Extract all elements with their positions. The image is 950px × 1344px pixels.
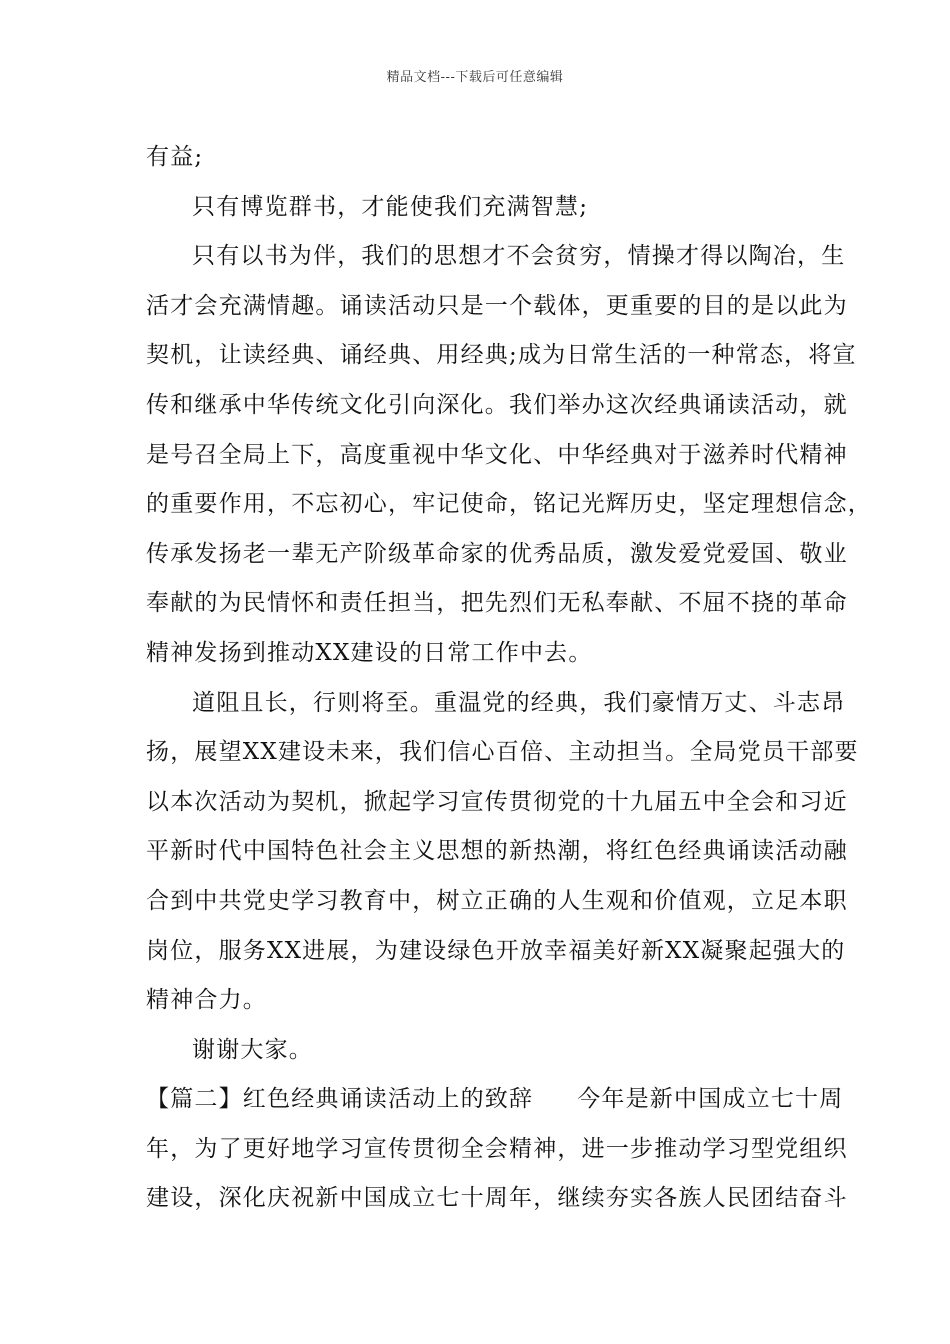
body-line: 谢谢大家。 (192, 1036, 313, 1063)
body-line: 是号召全局上下，高度重视中华文化、中华经典对于滋养时代精神 (146, 441, 848, 468)
body-line: 的重要作用，不忘初心，牢记使命，铭记光辉历史，坚定理想信念， (146, 491, 872, 518)
body-line: 精神发扬到推动XX建设的日常工作中去。 (146, 639, 593, 666)
body-line: 道阻且长，行则将至。重温党的经典，我们豪情万丈、斗志昂 (192, 689, 846, 716)
body-line: 只有以书为伴，我们的思想才不会贫穷，情操才得以陶冶，生 (192, 243, 846, 270)
body-line: 年，为了更好地学习宣传贯彻全会精神，进一步推动学习型党组织 (146, 1135, 848, 1162)
page-header: 精品文档---下载后可任意编辑 (386, 70, 564, 85)
body-line: 岗位，服务XX进展，为建设绿色开放幸福美好新XX凝聚起强大的 (146, 937, 846, 964)
document-body (146, 133, 872, 1224)
section-title-line (146, 1075, 844, 1125)
body-line: 有益; (146, 144, 204, 170)
body-line: 精神合力。 (146, 987, 267, 1014)
body-line: 合到中共党史学习教育中，树立正确的人生观和价值观，立足本职 (146, 887, 848, 914)
body-line: 奉献的为民情怀和责任担当，把先烈们无私奉献、不屈不挠的革命 (146, 590, 848, 617)
body-line: 传和继承中华传统文化引向深化。我们举办这次经典诵读活动，就 (146, 391, 848, 418)
body-line: 平新时代中国特色社会主义思想的新热潮，将红色经典诵读活动融 (146, 838, 848, 865)
body-line: 只有博览群书，才能使我们充满智慧; (192, 193, 589, 220)
body-line: 扬，展望XX建设未来，我们信心百倍、主动担当。全局党员干部要 (146, 739, 859, 766)
body-line: 活才会充满情趣。诵读活动只是一个载体，更重要的目的是以此为 (146, 292, 848, 319)
section-first-line: 今年是新中国成立七十周 (577, 1086, 844, 1113)
body-line: 契机，让读经典、诵经典、用经典;成为日常生活的一种常态，将宣 (146, 342, 857, 369)
body-line: 以本次活动为契机，掀起学习宣传贯彻党的十九届五中全会和习近 (146, 788, 848, 815)
body-line: 建设，深化庆祝新中国成立七十周年，继续夯实各族人民团结奋斗 (146, 1185, 848, 1212)
section-title: 【篇二】红色经典诵读活动上的致辞 (146, 1086, 534, 1113)
body-line: 传承发扬老一辈无产阶级革命家的优秀品质，激发爱党爱国、敬业 (146, 540, 848, 567)
